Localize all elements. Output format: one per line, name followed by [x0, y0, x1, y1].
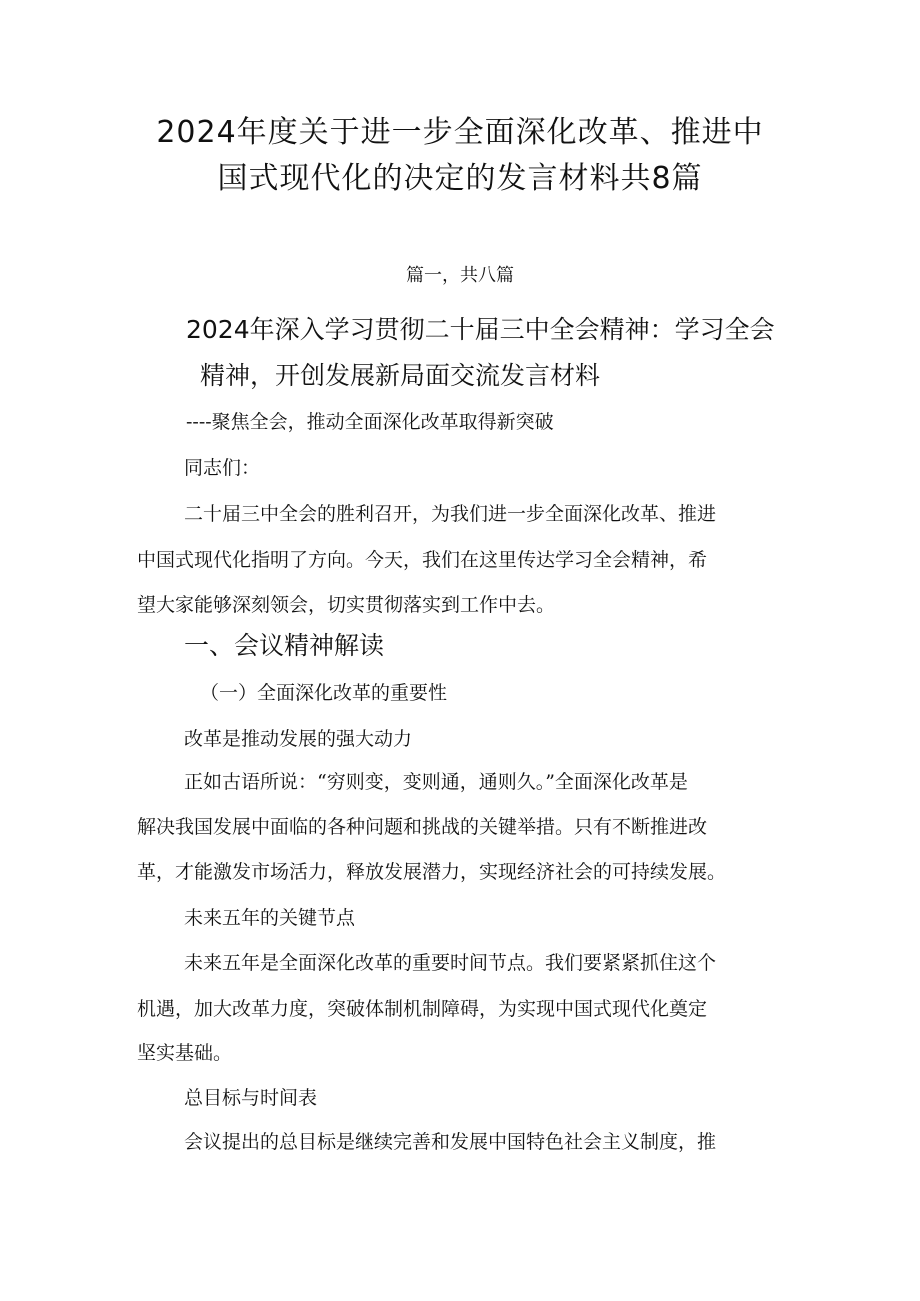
document-title-line-1: 2024年度关于进一步全面深化改革、推进中: [156, 115, 764, 150]
point-title: 总目标与时间表: [184, 1087, 318, 1109]
lead-line: ----聚焦全会，推动全面深化改革取得新突破: [186, 411, 554, 433]
point-title: 未来五年的关键节点: [184, 907, 356, 929]
intro-line: 望大家能够深刻领会，切实贯彻落实到工作中去。: [137, 594, 556, 616]
section-label: 篇一，共八篇: [406, 265, 514, 286]
paragraph-line: 革，才能激发市场活力，释放发展潜力，实现经济社会的可持续发展。: [137, 861, 727, 883]
intro-line: 二十届三中全会的胜利召开，为我们进一步全面深化改革、推进: [184, 503, 717, 525]
article-title-line-1: 2024年深入学习贯彻二十届三中全会精神：学习全会: [186, 315, 775, 344]
paragraph-line: 机遇，加大改革力度，突破体制机制障碍，为实现中国式现代化奠定: [137, 998, 708, 1020]
article-title-line-2: 精神，开创发展新局面交流发言材料: [200, 361, 601, 390]
paragraph-line: 会议提出的总目标是继续完善和发展中国特色社会主义制度，推: [184, 1131, 717, 1153]
paragraph-line: 解决我国发展中面临的各种问题和挑战的关键举措。只有不断推进改: [137, 816, 708, 838]
salutation: 同志们：: [184, 457, 261, 479]
point-title: 改革是推动发展的强大动力: [184, 728, 413, 750]
section-heading: 一、会议精神解读: [184, 631, 385, 660]
document-title-line-2: 国式现代化的决定的发言材料共8篇: [217, 161, 703, 196]
intro-line: 中国式现代化指明了方向。今天，我们在这里传达学习全会精神，希: [137, 549, 708, 571]
paragraph-line: 未来五年是全面深化改革的重要时间节点。我们要紧紧抓住这个: [184, 952, 717, 974]
subsection-heading: （一）全面深化改革的重要性: [200, 682, 448, 704]
paragraph-line: 正如古语所说：“穷则变，变则通，通则久。”全面深化改革是: [184, 771, 688, 793]
paragraph-line: 坚实基础。: [137, 1042, 233, 1064]
